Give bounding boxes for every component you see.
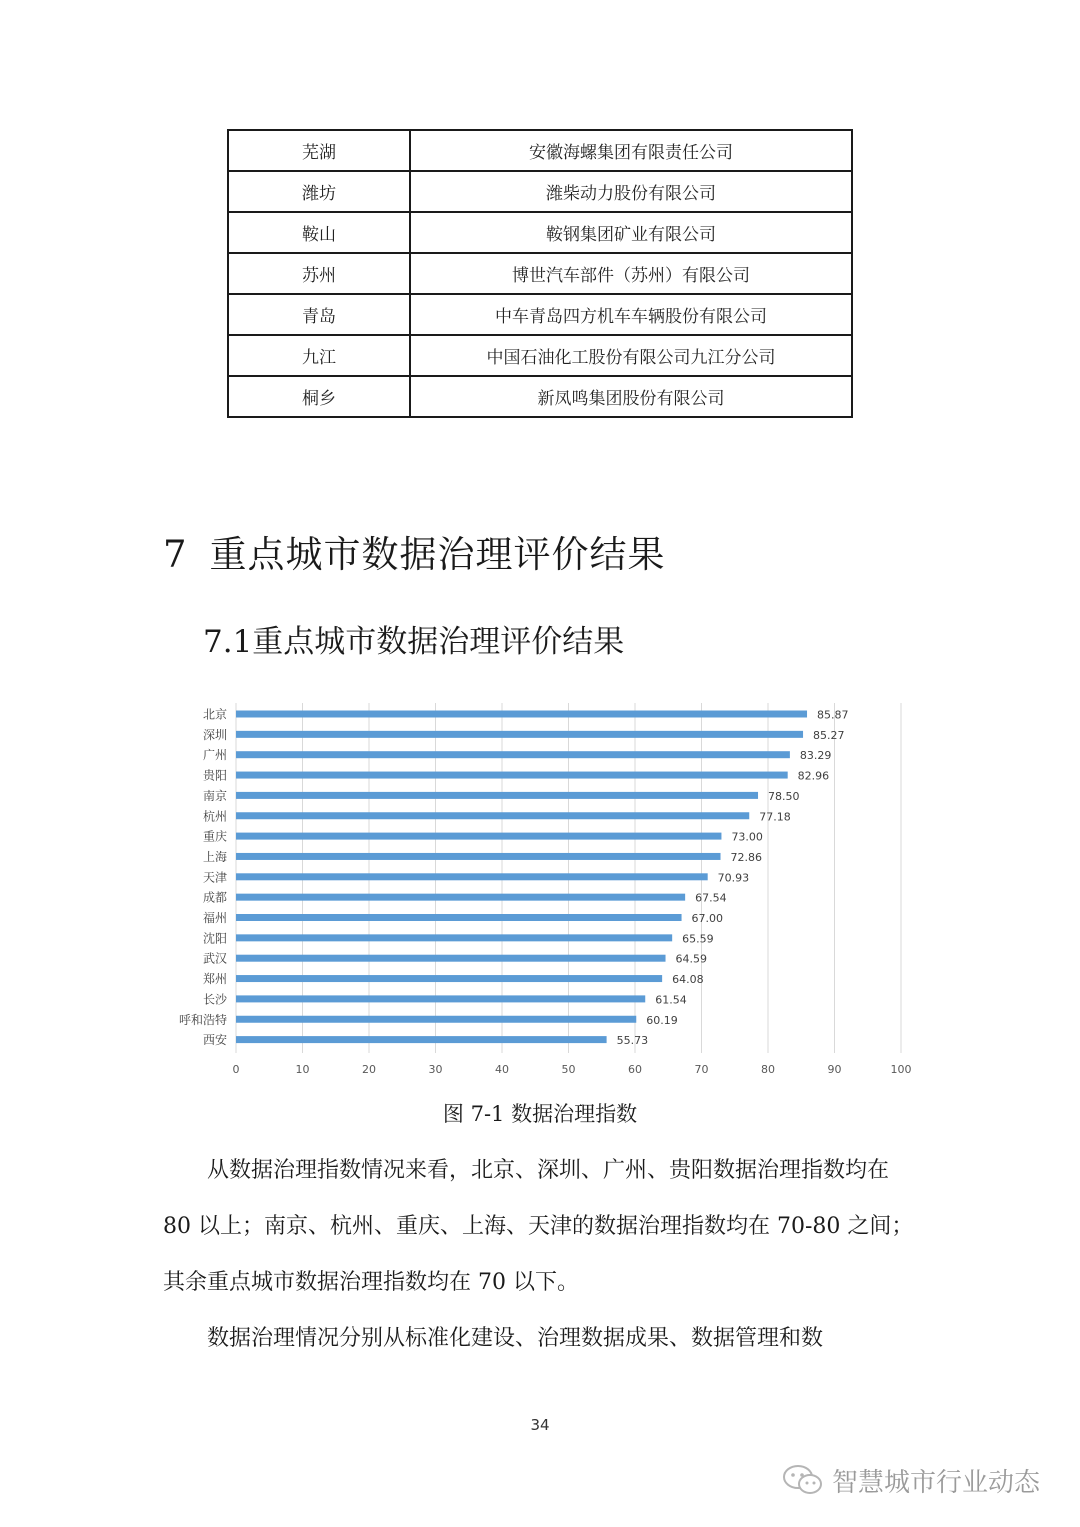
city-cell: 鞍山: [228, 212, 410, 253]
value-label: 85.27: [813, 728, 845, 742]
category-label: 西安: [202, 1033, 227, 1048]
city-cell: 苏州: [228, 253, 410, 294]
body-paragraph-1: 从数据治理指数情况来看，北京、深圳、广州、贵阳数据治理指数均在 80 以上；南京、杭州、重庆、上海、天津的数据治理指数均在 70-80 之间；其余重点城市数据治理指数均在 70 以下。: [163, 1158, 914, 1295]
bar: [236, 751, 790, 758]
value-label: 72.86: [730, 850, 763, 864]
company-cell: 新凤鸣集团股份有限公司: [410, 376, 852, 417]
value-label: 83.29: [799, 749, 832, 763]
value-label: 77.18: [759, 810, 791, 824]
bar: [236, 1036, 607, 1043]
bar: [236, 772, 788, 779]
bar: [236, 711, 807, 718]
x-tick-label: 30: [428, 1063, 443, 1076]
table-row: [228, 212, 852, 253]
figure-caption: 图 7-1 数据治理指数: [442, 1102, 638, 1126]
category-label: 成都: [202, 890, 227, 905]
company-cell: 中车青岛四方机车车辆股份有限公司: [410, 294, 852, 335]
value-label: 73.00: [731, 830, 763, 844]
company-cell: 博世汽车部件（苏州）有限公司: [410, 253, 852, 294]
value-label: 82.96: [797, 769, 830, 783]
city-cell: 桐乡: [228, 376, 410, 417]
bar: [236, 731, 803, 738]
company-cell: 潍柴动力股份有限公司: [410, 171, 852, 212]
category-label: 呼和浩特: [178, 1012, 227, 1027]
section-title: 重点城市数据治理评价结果: [209, 533, 666, 576]
category-label: 郑州: [202, 972, 227, 987]
category-label: 上海: [202, 849, 227, 864]
value-label: 64.08: [672, 973, 704, 987]
value-label: 67.54: [695, 891, 727, 905]
category-label: 福州: [202, 911, 227, 925]
category-label: 沈阳: [202, 931, 227, 946]
x-tick-label: 60: [628, 1063, 642, 1076]
x-tick-label: 20: [362, 1063, 376, 1076]
category-label: 杭州: [202, 809, 227, 824]
category-label: 广州: [202, 748, 227, 763]
section-number: 7: [163, 533, 188, 576]
wechat-icon: [782, 1463, 824, 1497]
x-tick-label: 40: [495, 1063, 509, 1076]
category-label: 贵阳: [202, 768, 227, 783]
city-cell: 芜湖: [228, 130, 410, 171]
bar: [236, 792, 758, 799]
page-number: 34: [530, 1416, 550, 1434]
bar: [236, 975, 662, 982]
x-tick-label: 0: [232, 1063, 240, 1076]
bar: [236, 934, 672, 941]
watermark: [782, 1460, 1040, 1500]
x-tick-label: 80: [761, 1063, 775, 1076]
table-row: [228, 253, 852, 294]
city-cell: 潍坊: [228, 171, 410, 212]
value-label: 67.00: [691, 912, 724, 925]
table-row: [228, 130, 852, 171]
value-label: 55.73: [616, 1034, 649, 1048]
category-label: 南京: [202, 788, 227, 803]
bar: [236, 1016, 636, 1023]
bar: [236, 873, 708, 880]
company-cell: 中国石油化工股份有限公司九江分公司: [410, 335, 852, 376]
x-tick-label: 10: [295, 1063, 310, 1076]
bar: [236, 995, 645, 1002]
category-label: 北京: [202, 707, 227, 722]
x-tick-label: 50: [561, 1063, 576, 1076]
city-cell: 青岛: [228, 294, 410, 335]
table-row: [228, 376, 852, 417]
company-cell: 安徽海螺集团有限责任公司: [410, 130, 852, 171]
x-tick-label: 90: [827, 1063, 842, 1076]
value-label: 61.54: [655, 993, 687, 1007]
bar: [236, 894, 685, 901]
value-label: 70.93: [717, 871, 750, 885]
value-label: 60.19: [646, 1013, 678, 1027]
bar: [236, 955, 666, 962]
subsection-heading: 7.1重点城市数据治理评价结果: [203, 624, 625, 660]
x-tick-label: 70: [694, 1063, 709, 1076]
value-label: 85.87: [817, 708, 849, 722]
table-row: [228, 171, 852, 212]
table-row: [228, 335, 852, 376]
bar: [236, 812, 749, 819]
company-table: [227, 129, 853, 418]
table-row: [228, 294, 852, 335]
governance-index-chart: [160, 695, 920, 1090]
bar: [236, 914, 682, 921]
watermark-text: 智慧城市行业动态: [832, 1467, 1041, 1498]
city-cell: 九江: [228, 335, 410, 376]
value-label: 64.59: [675, 952, 708, 966]
category-label: 深圳: [202, 727, 227, 742]
category-label: 武汉: [202, 951, 227, 966]
category-label: 重庆: [202, 829, 227, 844]
body-paragraph-2: 数据治理情况分别从标准化建设、治理数据成果、数据管理和数: [207, 1326, 824, 1351]
x-tick-label: 100: [890, 1063, 912, 1076]
category-label: 天津: [202, 870, 227, 885]
company-cell: 鞍钢集团矿业有限公司: [410, 212, 852, 253]
bar: [236, 833, 721, 840]
bar: [236, 853, 721, 860]
value-label: 65.59: [682, 932, 714, 946]
value-label: 78.50: [768, 789, 800, 803]
section-heading: [163, 524, 666, 578]
category-label: 长沙: [202, 992, 227, 1007]
